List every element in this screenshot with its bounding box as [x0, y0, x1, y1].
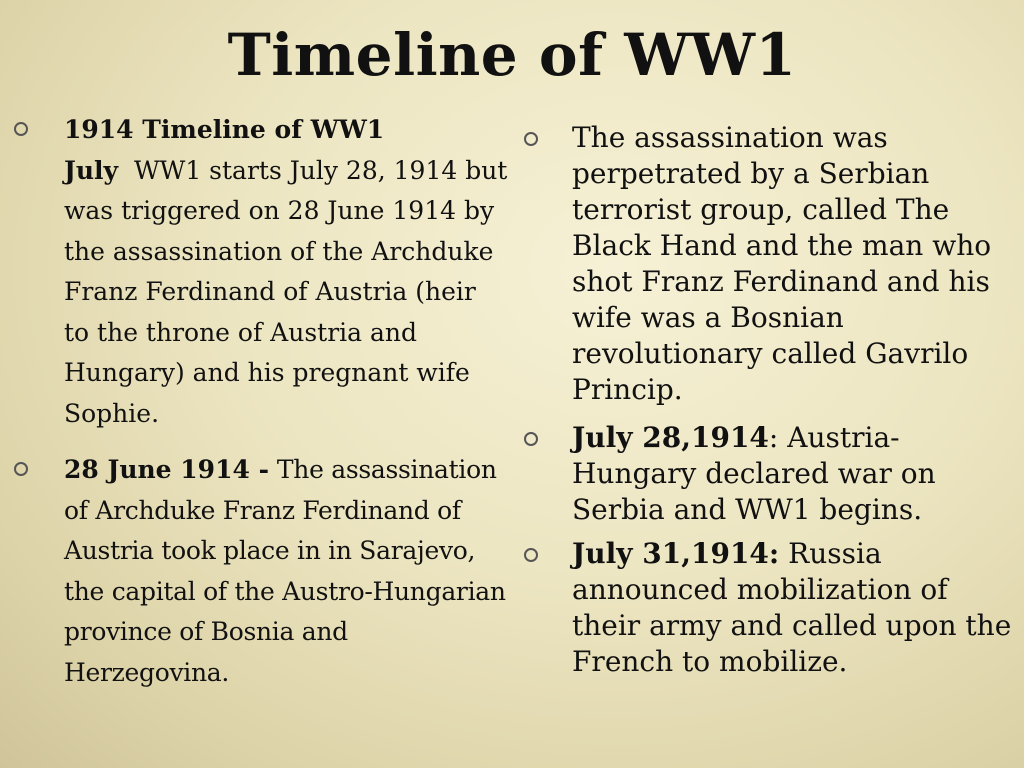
bullet-label-july: July — [64, 155, 119, 185]
bullet-label: July 28,1914 — [572, 421, 769, 454]
bullet-circle-icon — [14, 462, 28, 476]
bullet-assassination-perpetrated — [520, 120, 1020, 408]
bullet-text: Russia announced mobilization of their army and called upon the French to mobilize. — [572, 537, 1012, 678]
bullet-july-28-1914 — [520, 420, 1020, 528]
bullet-text: The assassination was perpetrated by a Serbian terrorist group, called The Black Hand and the man who shot Franz Ferdinand and his wife was a Bosnian revolutionary called Gavrilo Princip. — [572, 121, 992, 406]
bullet-text: WW1 starts July 28, 1914 but was triggered on 28 June 1914 by the assassination of the Archduke Franz Ferdinand of Austria (heir to the throne of Austria and Hungary) and his pregnant wife Sophie. — [64, 155, 508, 428]
bullet-circle-icon — [14, 122, 28, 136]
bullet-text: The assassination of Archduke Franz Ferdinand of Austria took place in in Sarajevo, the capital of the Austro-Hungarian province of Bosnia and Herzegovina. — [64, 455, 506, 687]
bullet-july-31-1914 — [520, 536, 1020, 680]
slide-title: Timeline of WW1 — [227, 21, 797, 89]
bullet-circle-icon — [524, 432, 538, 446]
bullet-1914-timeline — [8, 110, 508, 434]
bullet-heading: 1914 Timeline of WW1 — [64, 115, 385, 144]
bullet-28-june-1914 — [8, 450, 508, 693]
right-column — [520, 120, 1020, 680]
bullet-label: 28 June 1914 - — [64, 455, 269, 484]
bullet-circle-icon — [524, 132, 538, 146]
bullet-text: : Austria-Hungary declared war on Serbia and WW1 begins. — [572, 421, 936, 526]
bullet-label: July 31,1914: — [572, 537, 780, 570]
bullet-circle-icon — [524, 548, 538, 562]
left-column — [8, 110, 508, 693]
